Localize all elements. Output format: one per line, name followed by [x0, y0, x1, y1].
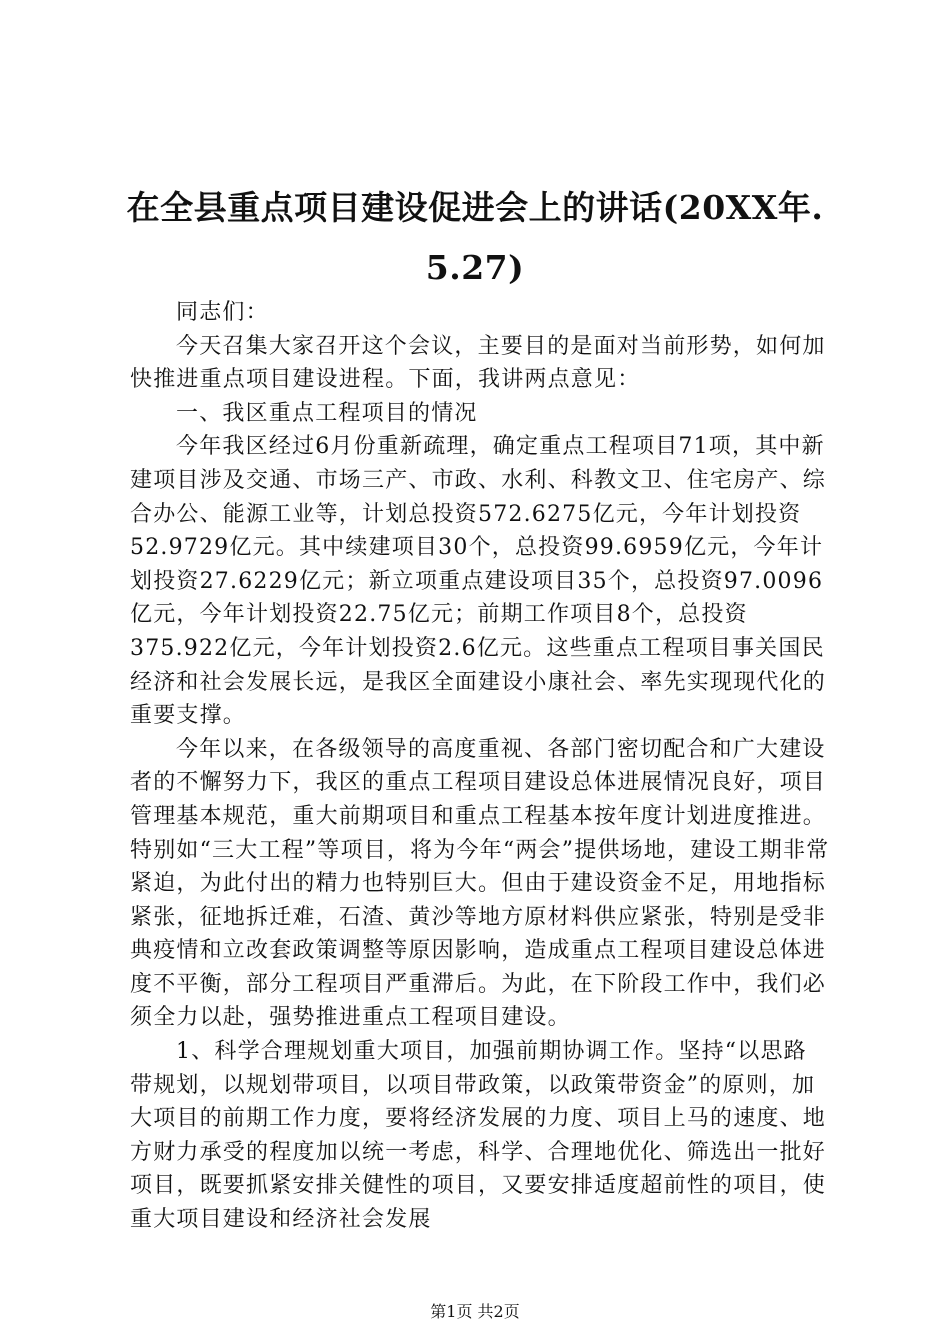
title-line-2: 5.27) — [425, 248, 525, 287]
section-heading-1: 一、我区重点工程项目的情况 — [176, 400, 478, 426]
page-footer: 第1页 共2页 — [430, 1302, 520, 1321]
document-body — [130, 296, 830, 1237]
paragraph-point-1: 1、科学合理规划重大项目，加强前期协调工作。坚持“以思路带规划，以规划带项目，以项目带政策，以政策带资金”的原则，加大项目的前期工作力度，要将经济发展的力度、项目上马的速度、地方财力承受的程度加以统一考虑，科学、合理地优化、筛选出一批好项目，既要抓紧安排关健性的项目，又要安排适度超前性的项目，使重大项目建设和经济社会发展 — [130, 1039, 827, 1233]
paragraph-intro: 今天召集大家召开这个会议，主要目的是面对当前形势，如何加快推进重点项目建设进程。下面，我讲两点意见： — [130, 333, 826, 393]
document-title — [100, 178, 850, 298]
salutation: 同志们： — [176, 300, 269, 325]
title-line-1: 在全县重点项目建设促进会上的讲话(20XX年. — [126, 188, 824, 227]
paragraph-progress: 今年以来，在各级领导的高度重视、各部门密切配合和广大建设者的不懈努力下，我区的重点工程项目建设总体进展情况良好，项目管理基本规范，重大前期项目和重点工程基本按年度计划进度推进。特别如“三大工程”等项目，将为今年“两会”提供场地，建设工期非常紧迫，为此付出的精力也特别巨大。但由于建设资金不足，用地指标紧张，征地拆迁难，石渣、黄沙等地方原材料供应紧张，特别是受非典疫情和立改套政策调整等原因影响，造成重点工程项目建设总体进度不平衡，部分工程项目严重滞后。为此，在下阶段工作中，我们必须全力以赴，强势推进重点工程项目建设。 — [130, 736, 830, 1031]
paragraph-project-overview: 今年我区经过6月份重新疏理，确定重点工程项目71项，其中新建项目涉及交通、市场三产、市政、水利、科教文卫、住宅房产、综合办公、能源工业等，计划总投资572.6275亿元，今年计划投资52.9729亿元。其中续建项目30个，总投资99.6959亿元，今年计划投资27.6229亿元；新立项重点建设项目35个，总投资97.0096亿元，今年计划投资22.75亿元；前期工作项目8个，总投资375.922亿元，今年计划投资2.6亿元。这些重点工程项目事关国民经济和社会发展长远，是我区全面建设小康社会、率先实现现代化的重要支撑。 — [130, 434, 827, 729]
